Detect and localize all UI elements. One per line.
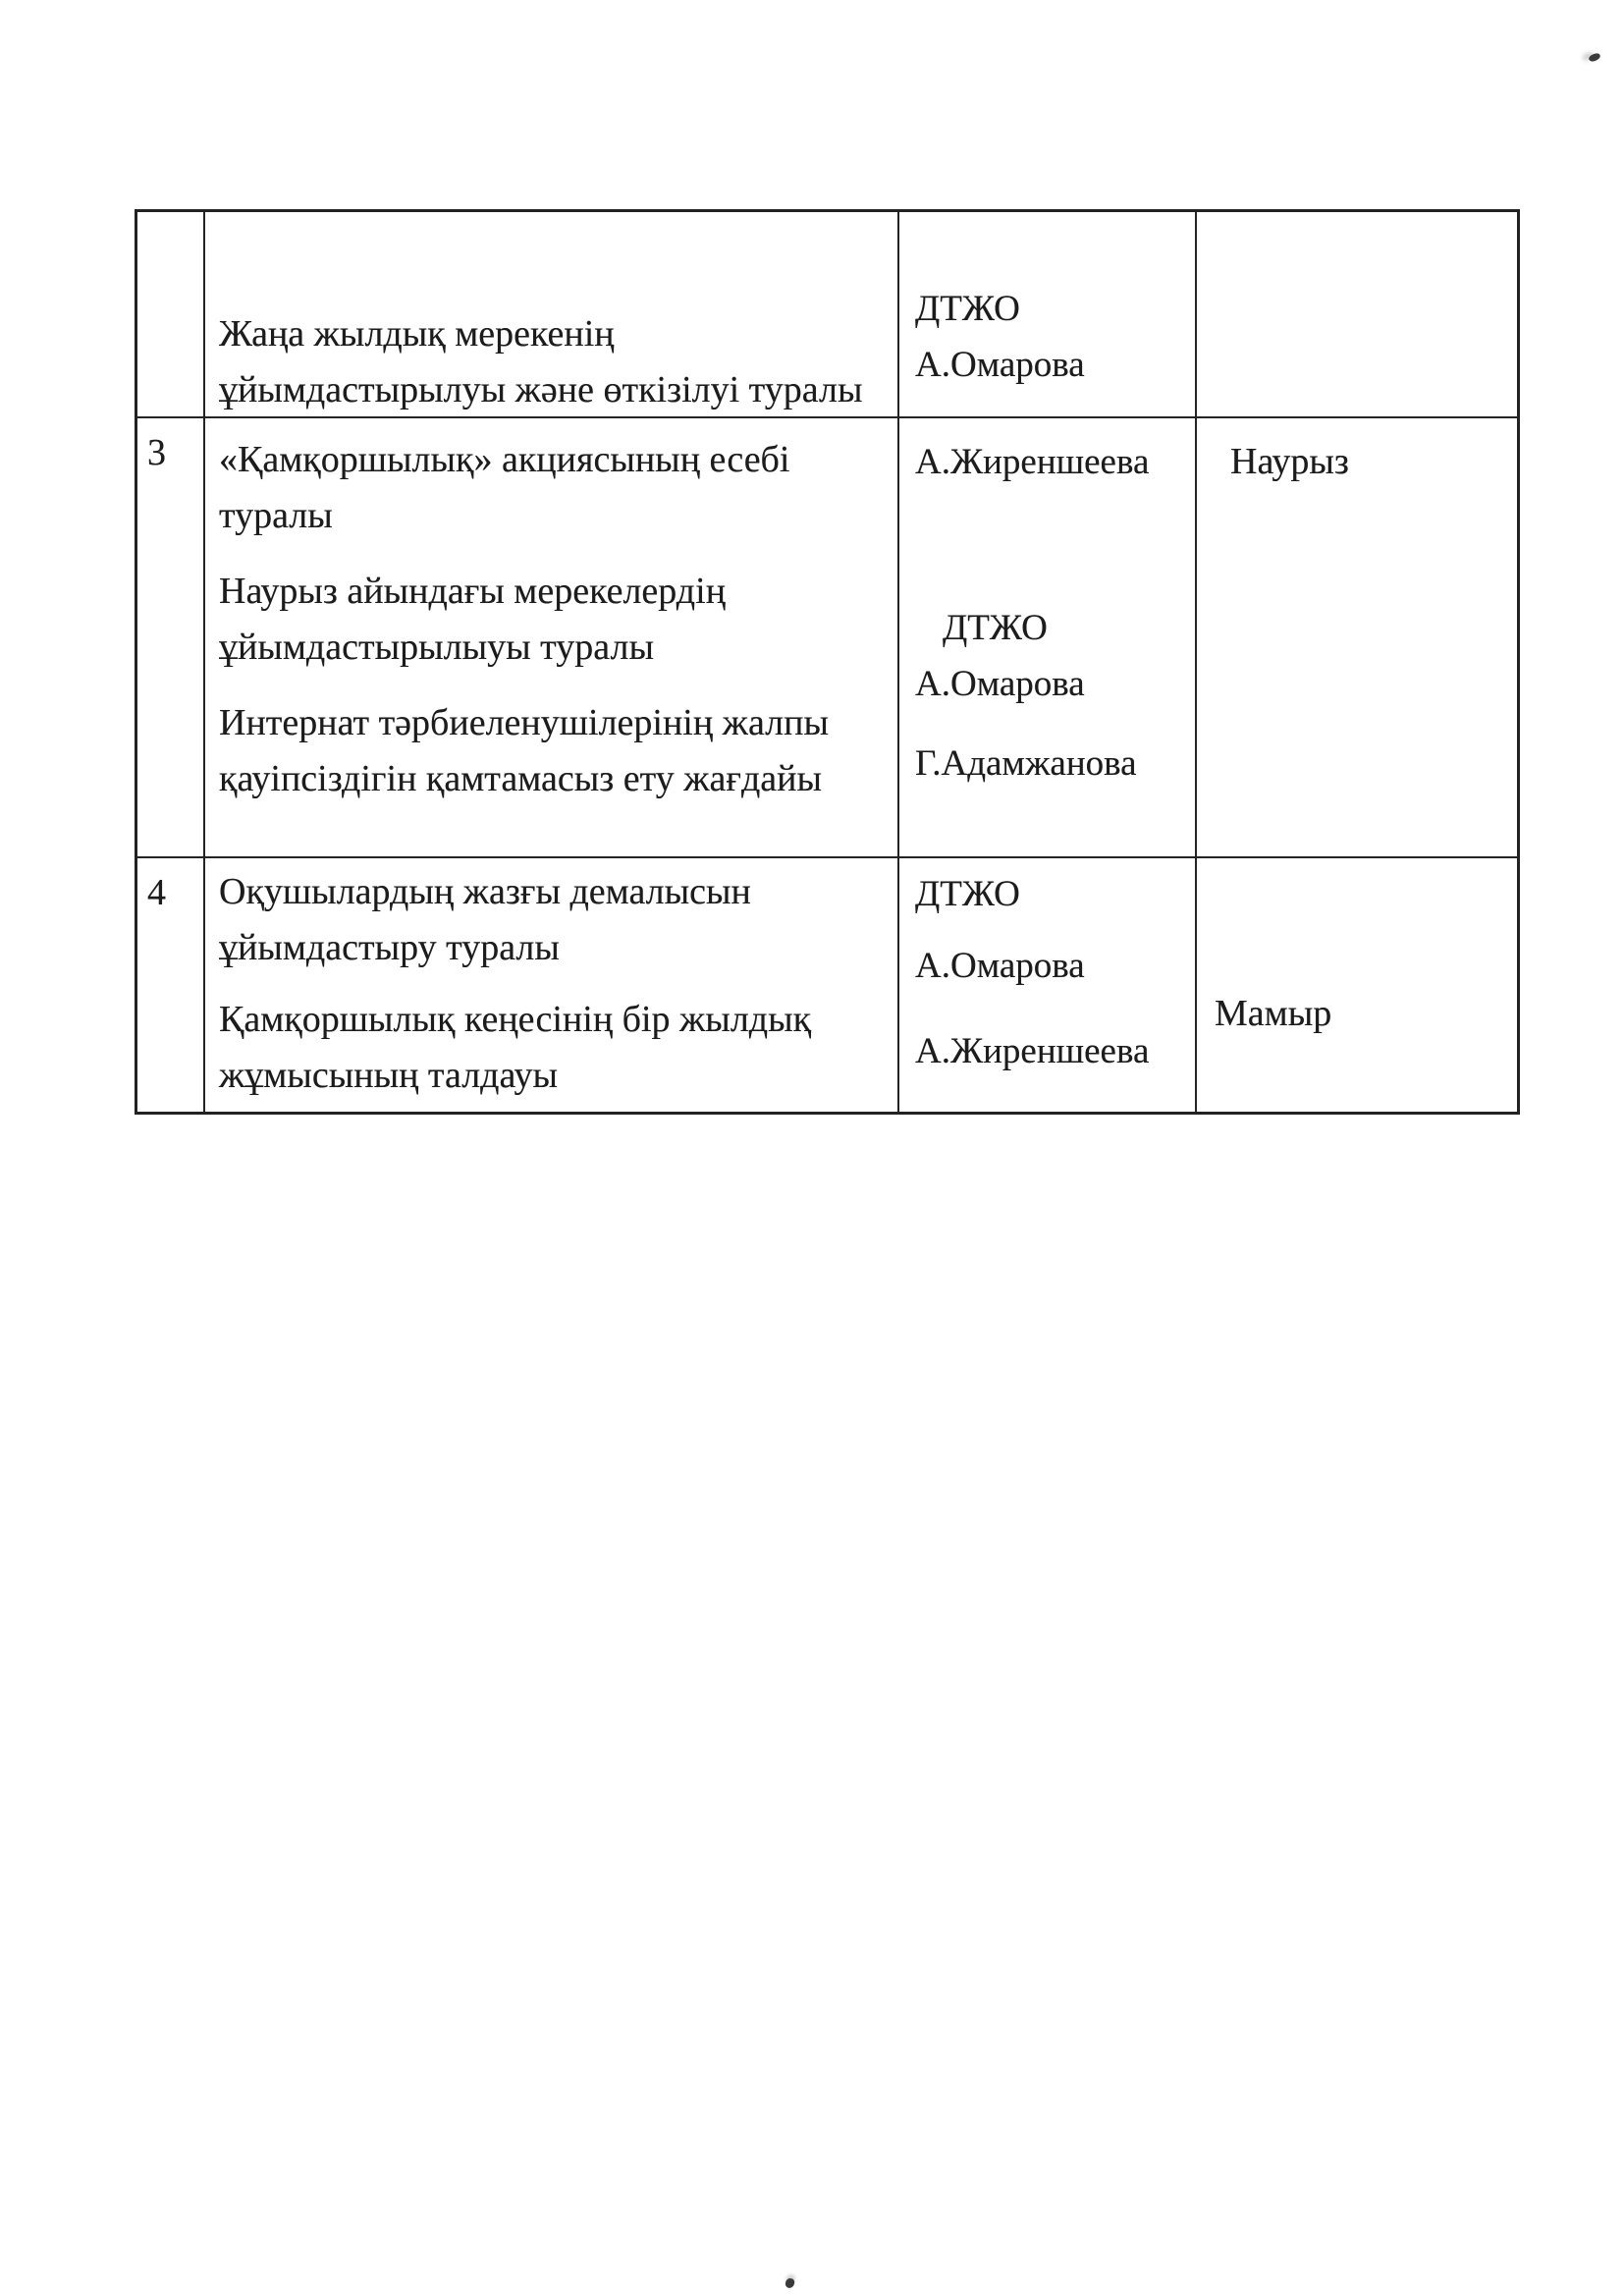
- responsible-line: ДТЖО: [943, 608, 1048, 648]
- topic-cell: [205, 858, 899, 1112]
- row-number: 3: [147, 432, 167, 473]
- row-number-cell: [137, 212, 205, 418]
- text-line: ұйымдастыру туралы: [219, 927, 560, 968]
- row-number-cell: [137, 418, 205, 858]
- responsible-line: А.Жиреншеева: [915, 442, 1150, 482]
- row-number-cell: [137, 858, 205, 1112]
- topic-cell: [205, 418, 899, 858]
- scan-speck: [785, 2277, 795, 2288]
- text-line: Қамқоршылық кеңесінің бір жылдық: [219, 999, 812, 1040]
- responsible-line: А.Омарова: [915, 345, 1085, 385]
- responsible-cell: [899, 858, 1197, 1112]
- text-line: ұйымдастырылыуы туралы: [219, 627, 654, 668]
- topic-paragraph: [219, 564, 892, 676]
- row-number: 4: [147, 872, 167, 913]
- month-cell: [1197, 418, 1517, 858]
- responsible-line: А.Омарова: [915, 946, 1085, 986]
- topic-paragraph: [219, 695, 892, 807]
- text-line: Жаңа жылдық мерекенің: [219, 313, 615, 355]
- topic-paragraph: [219, 864, 892, 976]
- responsible-line: А.Жиреншеева: [915, 1031, 1150, 1071]
- topic-paragraph: [219, 432, 892, 544]
- text-line: Оқушылардың жазғы демалысын: [219, 871, 751, 912]
- text-line: жұмысының талдауы: [219, 1055, 558, 1096]
- text-line: Наурыз айындағы мерекелердің: [219, 571, 727, 612]
- responsible-line: А.Омарова: [915, 664, 1085, 704]
- month-cell: [1197, 858, 1517, 1112]
- responsible-cell: [899, 418, 1197, 858]
- topic-paragraph: [219, 306, 892, 418]
- text-line: Интернат тәрбиеленушілерінің жалпы: [219, 702, 829, 743]
- responsible-line: ДТЖО: [915, 874, 1020, 914]
- work-plan-table: [135, 209, 1520, 1115]
- text-line: қауіпсіздігін қамтамасыз ету жағдайы: [219, 758, 823, 799]
- month-label: Наурыз: [1230, 441, 1349, 482]
- responsible-line: Г.Адамжанова: [915, 743, 1137, 784]
- topic-paragraph: [219, 992, 892, 1104]
- text-line: ұйымдастырылуы және өткізілуі туралы: [219, 369, 863, 410]
- text-line: «Қамқоршылық» акциясының есебі: [219, 439, 790, 480]
- topic-cell: [205, 212, 899, 418]
- text-line: туралы: [219, 495, 333, 536]
- scan-speck: [1588, 52, 1601, 62]
- responsible-cell: [899, 212, 1197, 418]
- responsible-line: ДТЖО: [915, 289, 1020, 329]
- month-label: Мамыр: [1215, 993, 1332, 1034]
- month-cell: [1197, 212, 1517, 418]
